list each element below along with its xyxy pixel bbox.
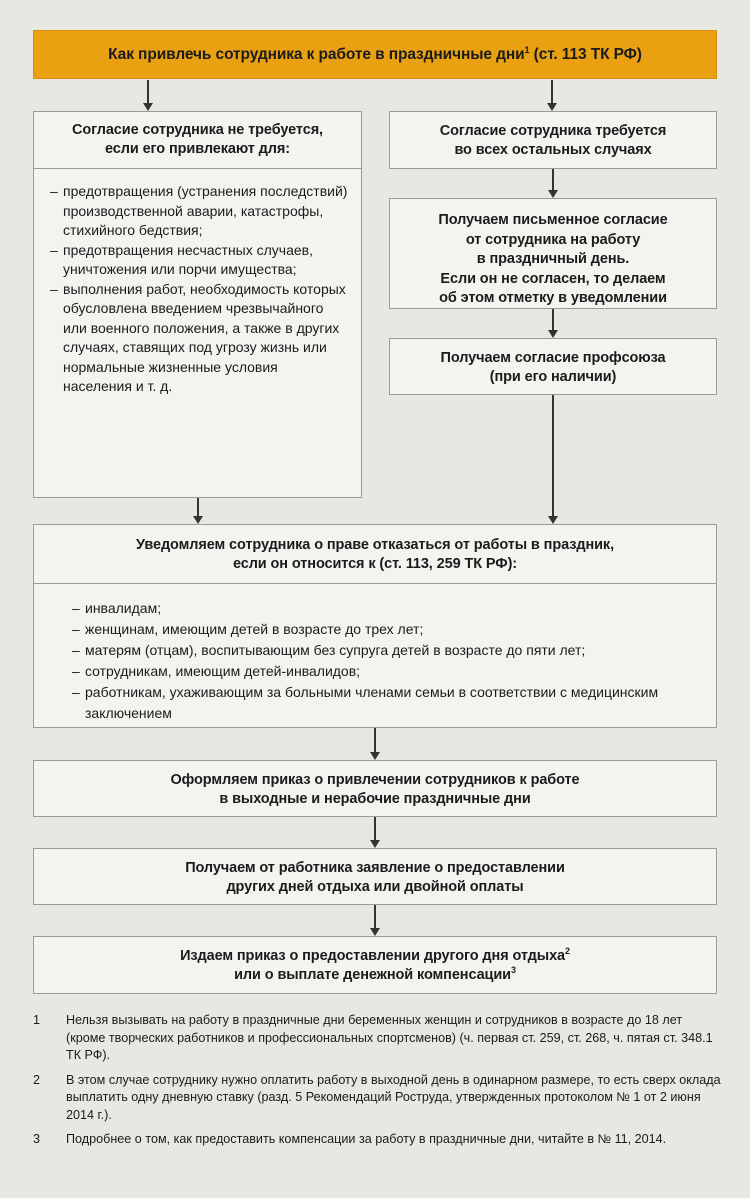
written-consent-line4: Если он не согласен, то делаем: [440, 270, 666, 287]
consent-required-line2: во всех остальных случаях: [454, 142, 652, 158]
arrow-consent-to-written: [546, 169, 560, 198]
list-item: – предотвращения (устранения последствий) производственной аварии, катастрофы, стихийного бедствия;: [50, 182, 349, 241]
list-item: – сотрудникам, имеющим детей-инвалидов;: [72, 661, 704, 682]
final-order-line2: [44, 966, 706, 985]
footnote-text: Нельзя вызывать на работу в праздничные дни беременных женщин и сотрудников в возрасте до 18 лет (кроме творческих работников и профессиональных спортсменов) (ч. первая ст. 259, ст. 268, ч. пятая ст. 348.1 ТК РФ).: [66, 1013, 713, 1062]
employee-application-line2: других дней отдыха или двойной оплаты: [226, 879, 524, 895]
arrow-title-to-left-branch: [141, 80, 155, 111]
written-consent-line5: об этом отметку в уведомлении: [439, 290, 667, 306]
footnote-text: В этом случае сотруднику нужно оплатить работу в выходной день в одинарном размере, то есть сверх оклада выплатить одну дневную ставку (разд. 5 Рекомендаций Роструда, утвержденных протоколом № 1 от 2 июня 2014 г.).: [66, 1072, 721, 1122]
union-consent-line1: Получаем согласие профсоюза: [440, 350, 666, 366]
page-title: [33, 30, 717, 79]
notify-category-list: [72, 598, 704, 724]
left-branch-heading: [34, 112, 361, 168]
notify-heading-line2: если он относится к (ст. 113, 259 ТК РФ):: [232, 556, 518, 572]
consent-required-box: [389, 111, 717, 169]
page-title-text: [108, 46, 642, 64]
list-item: – работникам, ухаживающим за больными членами семьи в соответствии с медицинским заключением: [72, 682, 704, 724]
arrow-left-branch-to-notify: [191, 498, 205, 524]
consent-required-heading: [390, 112, 716, 169]
arrow-application-to-final: [368, 905, 382, 936]
notify-employee-body: [34, 584, 716, 734]
final-order-line1: [44, 947, 706, 966]
footnote-number: 3: [33, 1132, 41, 1146]
page-title-main: Как привлечь сотрудника к работе в праздничные дни: [108, 45, 525, 63]
union-consent-box: [389, 338, 717, 395]
final-order-box: [33, 936, 717, 994]
arrow-written-to-union: [546, 309, 560, 338]
list-item: – инвалидам;: [72, 598, 704, 619]
footnote-number: 1: [33, 1013, 41, 1027]
employee-application-line1: Получаем от работника заявление о предоставлении: [185, 860, 565, 876]
final-order-heading: [34, 937, 716, 994]
notify-heading-line1: Уведомляем сотрудника о праве отказаться от работы в праздник,: [135, 537, 614, 553]
footnote-number: 2: [33, 1072, 41, 1087]
left-branch-heading-line1: Согласие сотрудника не требуется,: [72, 122, 323, 138]
final-order-footnote-marker-2: 2: [565, 946, 570, 957]
list-item: – матерям (отцам), воспитывающим без супруга детей в возрасте до пяти лет;: [72, 640, 704, 661]
written-consent-line3: в праздничный день.: [476, 251, 630, 267]
written-consent-line1: Получаем письменное согласие: [438, 212, 668, 228]
written-consent-line2: от сотрудника на работу: [465, 231, 641, 248]
list-item: – предотвращения несчастных случаев, уничтожения или порчи имущества;: [50, 241, 349, 280]
list-item: – женщинам, имеющим детей в возрасте до трех лет;: [72, 619, 704, 640]
arrow-union-to-notify: [546, 395, 560, 524]
issue-order-box: [33, 760, 717, 817]
footnote-row: [33, 1012, 723, 1065]
written-consent-box: [389, 198, 717, 309]
left-branch-heading-line2: если его привлекают для:: [104, 141, 290, 157]
left-branch-box: [33, 111, 362, 498]
written-consent-heading: [390, 199, 716, 318]
employee-application-heading: [34, 849, 716, 906]
final-order-footnote-marker-3: 3: [511, 965, 516, 976]
footnote-row: [33, 1131, 723, 1149]
arrow-order-to-application: [368, 817, 382, 848]
issue-order-line1: Оформляем приказ о привлечении сотрудников к работе: [170, 772, 580, 788]
notify-employee-heading: [34, 525, 716, 583]
final-order-line2-text: или о выплате денежной компенсации: [234, 967, 511, 983]
union-consent-heading: [390, 339, 716, 396]
consent-required-line1: Согласие сотрудника требуется: [439, 123, 667, 139]
left-branch-body: [34, 169, 361, 407]
union-consent-line2: (при его наличии): [489, 369, 617, 385]
arrow-title-to-right-branch: [545, 80, 559, 111]
notify-employee-box: [33, 524, 717, 728]
page-title-footnote-marker: 1: [524, 44, 530, 55]
left-branch-list: [50, 182, 349, 397]
final-order-line1-text: Издаем приказ о предоставлении другого дня отдыха: [180, 948, 566, 964]
arrow-notify-to-order: [368, 728, 382, 760]
footnote-row: [33, 1072, 723, 1125]
list-item: – выполнения работ, необходимость которых обусловлена введением чрезвычайного или военного положения, а также в других случаях, ставящих под угрозу жизнь или нормальные жизненные условия населения и т. д.: [50, 280, 349, 397]
employee-application-box: [33, 848, 717, 905]
page-title-article: (ст. 113 ТК РФ): [529, 45, 642, 63]
issue-order-heading: [34, 761, 716, 818]
issue-order-line2: в выходные и нерабочие праздничные дни: [219, 791, 531, 807]
footnote-text: Подробнее о том, как предоставить компенсации за работу в праздничные дни, читайте в № 11, 2014.: [66, 1132, 667, 1146]
footnotes: [33, 1012, 723, 1156]
